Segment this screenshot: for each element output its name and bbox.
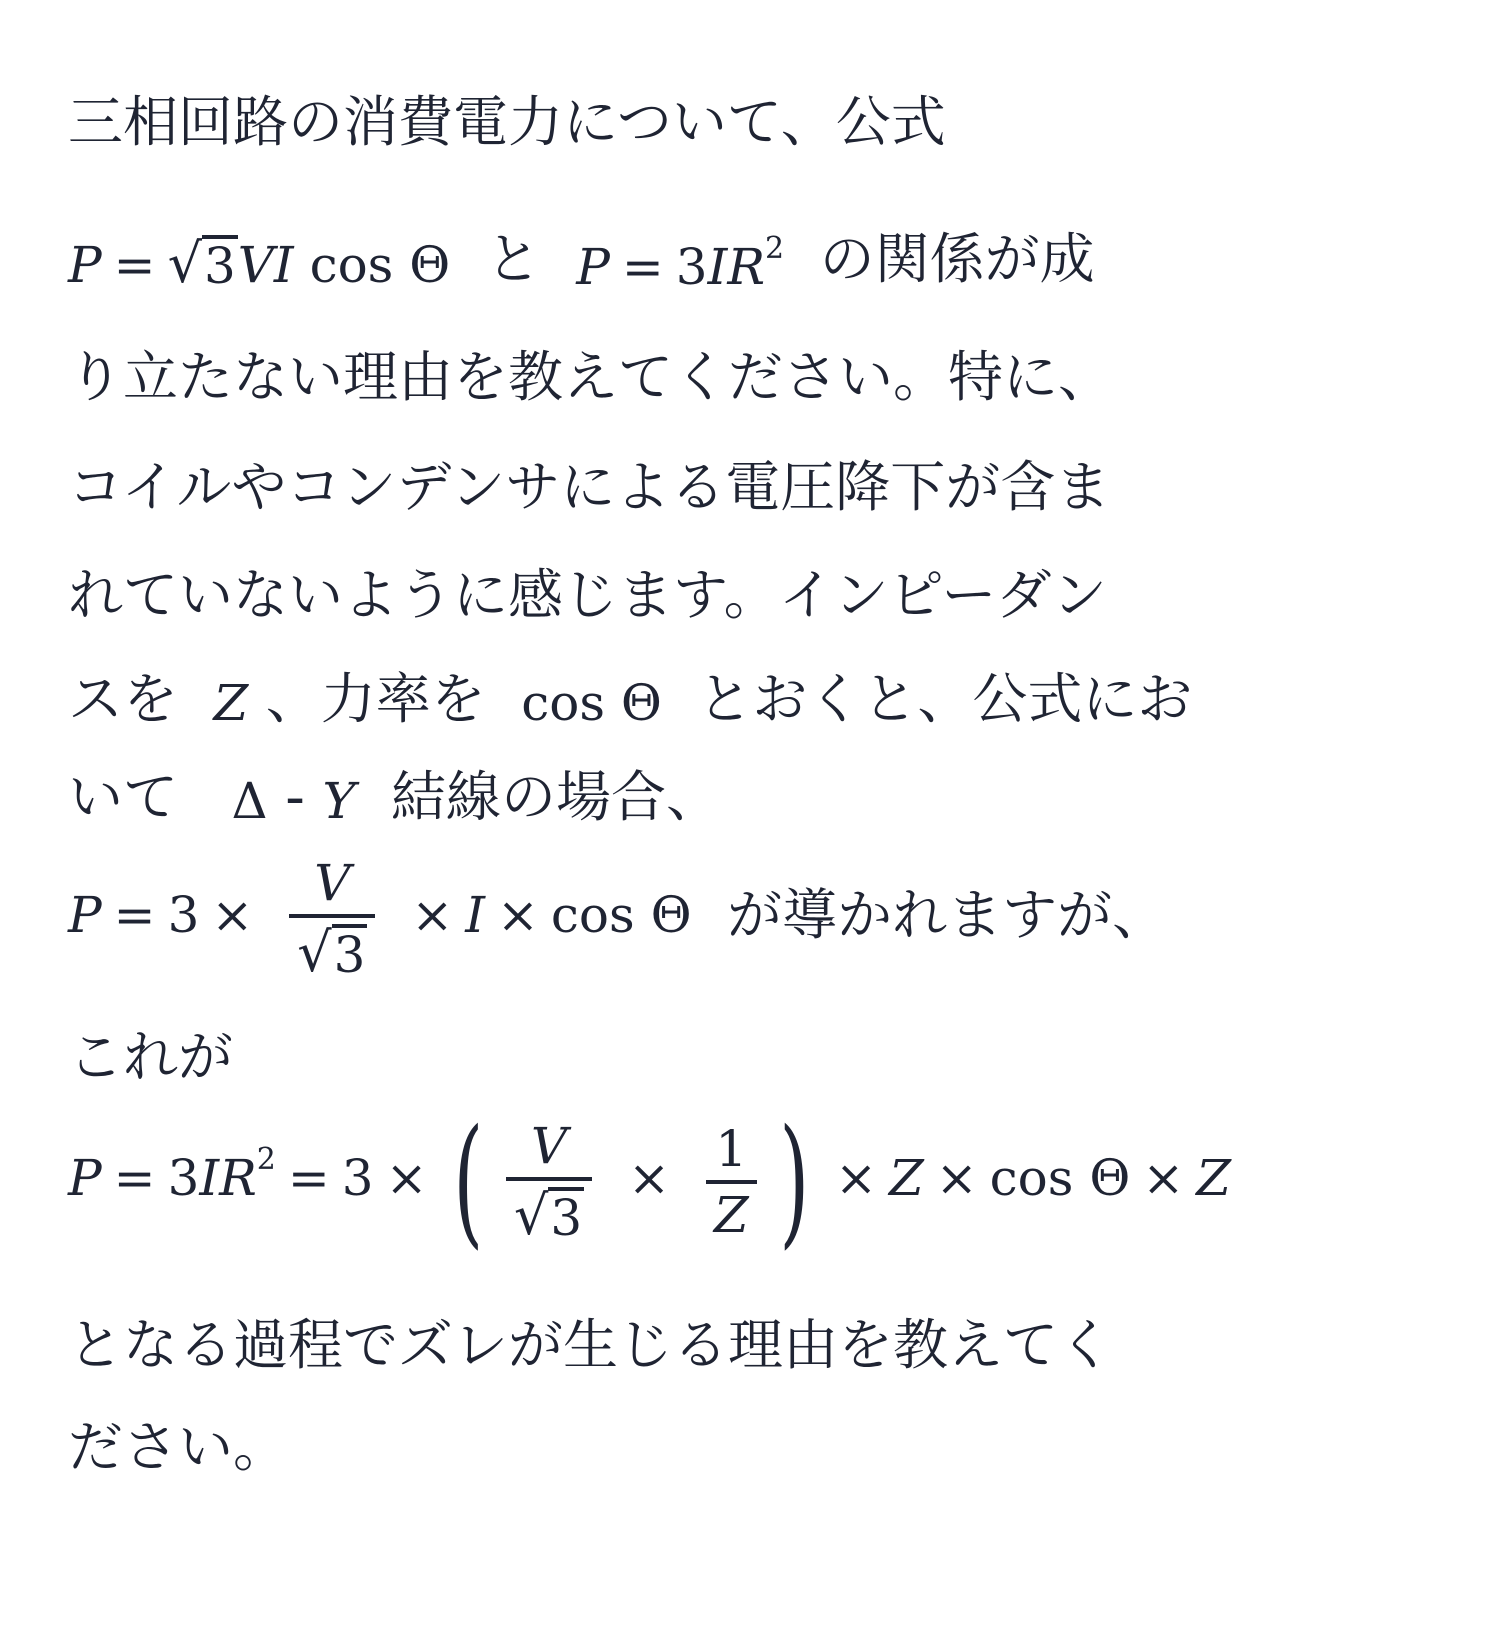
text: 三相回路の消費電力について、公式 xyxy=(68,90,946,154)
text: れていないように感じます。インピーダン xyxy=(68,563,1107,627)
formula-derivation: $P = 3IR^2 = 3$ × ( V √ 3 × $\frac{1}{Z}$ ) × Z × cos Θ × Z xyxy=(68,1100,1231,1263)
text: となる過程でズレが生じる理由を教えてく xyxy=(68,1313,1114,1377)
text: これが xyxy=(68,1025,234,1089)
formula-delta-y-power: P = 3 × V √ 3 × I × cos Θ xyxy=(68,854,692,984)
text-line-7 xyxy=(68,765,1460,830)
text: ださい。 xyxy=(68,1415,289,1479)
text: 、力率を xyxy=(265,667,486,731)
text-line-1 xyxy=(68,90,1460,154)
text: と xyxy=(485,227,541,291)
text-line-6 xyxy=(68,667,1460,732)
text: とおくと、公式にお xyxy=(697,667,1193,731)
formula-cos-theta: cos Θ xyxy=(521,673,662,732)
formula-p-3ir2: $P = 3IR^2$ xyxy=(576,230,785,296)
text: が導かれますが、 xyxy=(727,883,1168,948)
text-line-11 xyxy=(68,1313,1460,1377)
text: いて xyxy=(68,765,179,829)
text: コイルやコンデンサによる電圧降下が含ま xyxy=(68,455,1111,519)
text: 結線の場合、 xyxy=(390,765,721,829)
text: - xyxy=(285,765,305,829)
text: スを xyxy=(68,667,179,731)
formula-p-sqrt3-vi-cos: P = √ 3 VI cos Θ xyxy=(68,231,451,295)
text-line-10 xyxy=(68,1100,1460,1263)
symbol-delta: Δ xyxy=(231,771,268,830)
symbol-z: Z xyxy=(213,673,249,732)
text-line-5 xyxy=(68,563,1460,627)
symbol-y: Y xyxy=(322,771,356,830)
text-line-4 xyxy=(68,455,1460,519)
text-line-3 xyxy=(68,345,1460,409)
text-line-8 xyxy=(68,854,1460,984)
text: り立たない理由を教えてください。特に、 xyxy=(68,345,1114,409)
text-line-9 xyxy=(68,1025,1460,1089)
text-line-12 xyxy=(68,1415,1460,1479)
text-line-2 xyxy=(68,227,1460,296)
text: の関係が成 xyxy=(819,227,1095,291)
